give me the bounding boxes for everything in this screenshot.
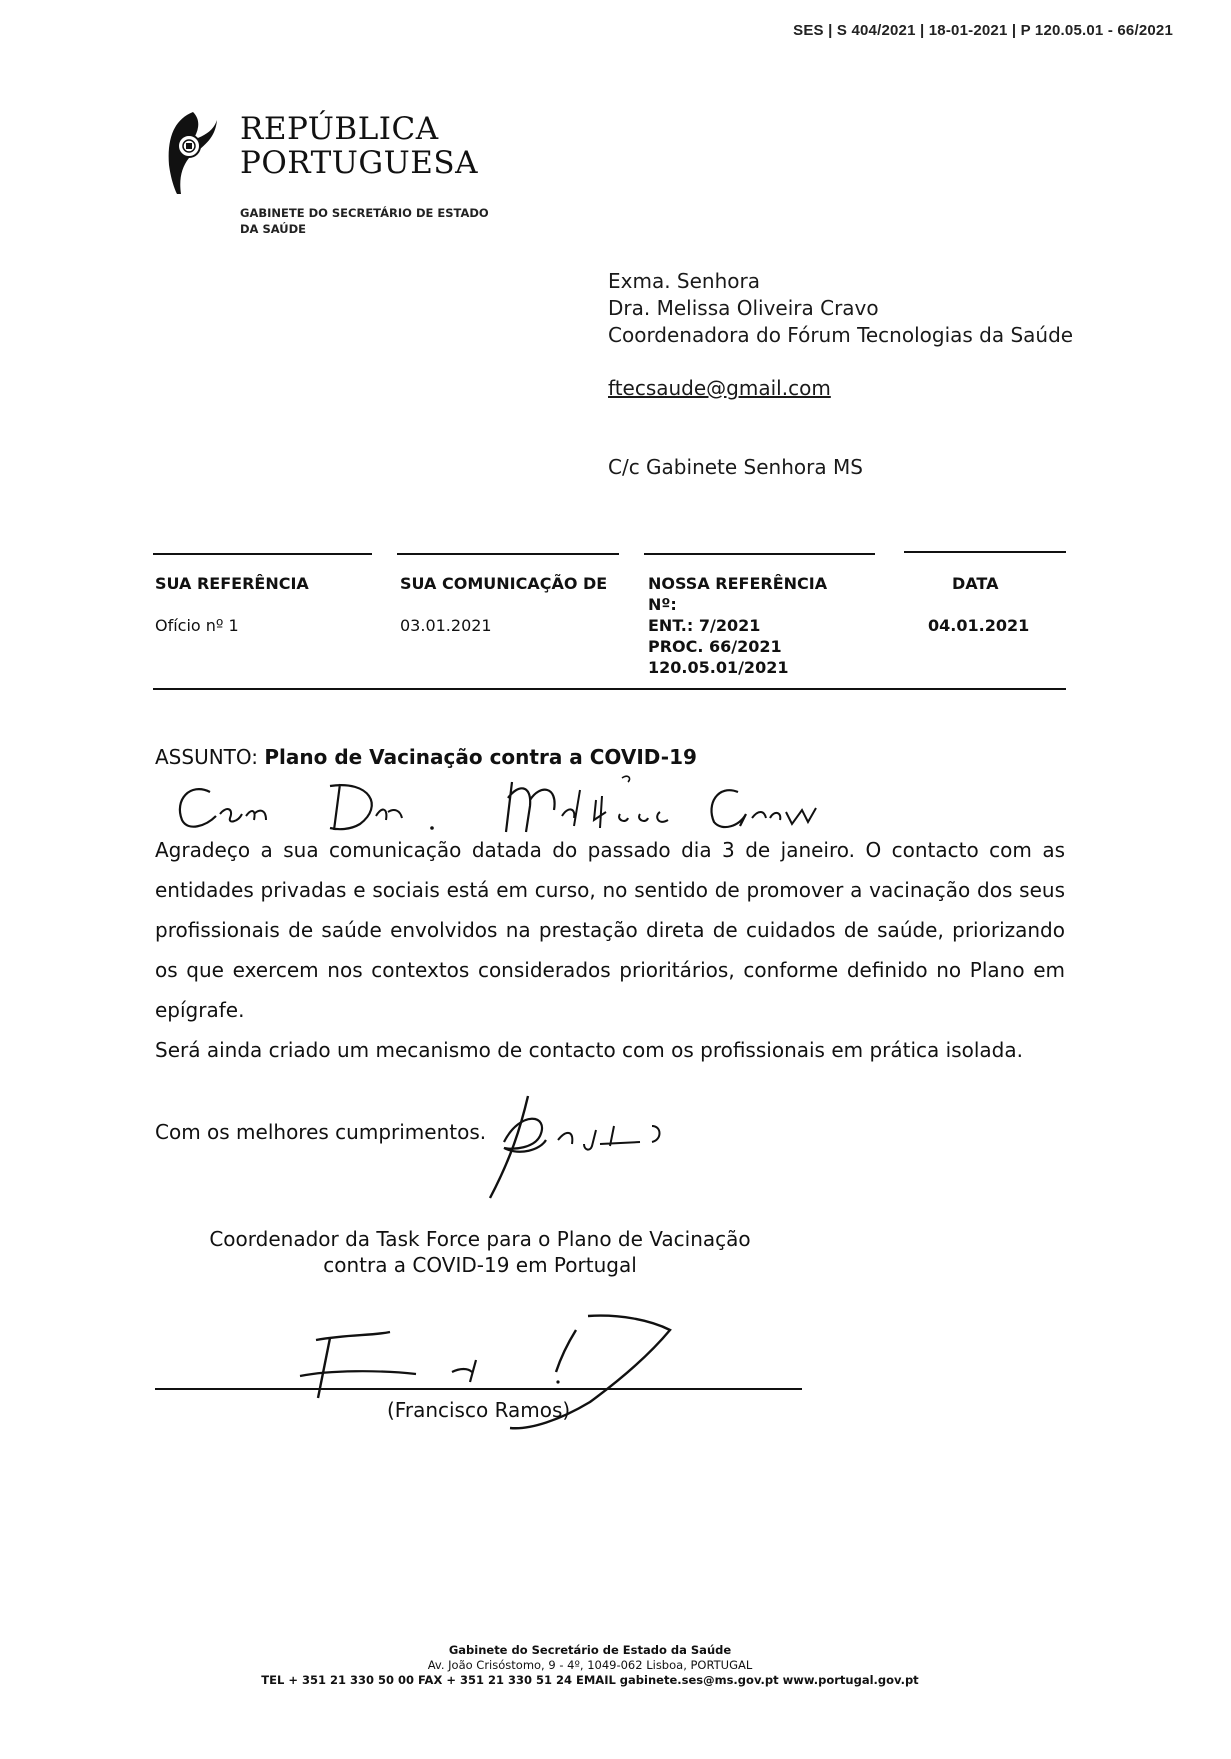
addressee-block	[608, 268, 1073, 349]
addressee-line-1: Exma. Senhora	[608, 269, 760, 293]
nossa-referencia-label: NOSSA REFERÊNCIA	[648, 574, 828, 593]
sua-referencia-value: Ofício nº 1	[155, 616, 239, 635]
letter-footer	[200, 1643, 980, 1688]
initials-signature-icon	[480, 1090, 670, 1200]
body-paragraph-1: Agradeço a sua comunicação datada do passado dia 3 de janeiro. O contacto com as entidades privadas e sociais está em curso, no sentido de promover a vacinação dos seus profissionais de saúde envolvidos na prestação direta de cuidados de saúde, priorizando os que exercem nos contextos considerados prioritários, conforme definido no Plano em epígrafe.	[155, 838, 1065, 1022]
ref-top-rule-3	[644, 553, 875, 555]
ref-top-rule-1	[153, 553, 372, 555]
sua-comunicacao-label: SUA COMUNICAÇÃO DE	[400, 574, 608, 593]
document-reference-header: SES | S 404/2021 | 18-01-2021 | P 120.05.01 - 66/2021	[793, 22, 1173, 39]
logo-line-2: PORTUGUESA	[240, 145, 479, 181]
data-label: DATA	[952, 574, 999, 593]
footer-line-1: Gabinete do Secretário de Estado da Saúde	[448, 1643, 732, 1657]
signatory-role-line-2: contra a COVID-19 em Portugal	[323, 1253, 637, 1277]
ref-col-sua-comunicacao	[400, 573, 607, 636]
cabinet-line-1: GABINETE DO SECRETÁRIO DE ESTADO	[240, 206, 489, 220]
footer-line-3: TEL + 351 21 330 50 00 FAX + 351 21 330 51 24 EMAIL gabinete.ses@ms.gov.pt www.portugal.gov.pt	[261, 1673, 919, 1687]
ref-bottom-rule	[153, 688, 1066, 690]
body-paragraph-2: Será ainda criado um mecanismo de contacto com os profissionais em prática isolada.	[155, 1038, 1023, 1062]
addressee-line-3: Coordenadora do Fórum Tecnologias da Saúde	[608, 323, 1074, 347]
nossa-referencia-line-2: PROC. 66/2021	[648, 637, 782, 656]
addressee-email-link[interactable]: ftecsaude@gmail.com	[608, 376, 831, 400]
closing-line: Com os melhores cumprimentos.	[155, 1120, 487, 1144]
ref-top-rule-2	[397, 553, 619, 555]
signatory-name: (Francisco Ramos)	[387, 1398, 571, 1422]
sua-comunicacao-value: 03.01.2021	[400, 616, 492, 635]
nossa-referencia-line-3: 120.05.01/2021	[648, 658, 789, 677]
logo-line-1: REPÚBLICA	[240, 111, 439, 147]
nossa-referencia-label-2: Nº:	[648, 595, 677, 614]
subject-text: Plano de Vacinação contra a COVID-19	[264, 745, 697, 769]
addressee-line-2: Dra. Melissa Oliveira Cravo	[608, 296, 879, 320]
ref-col-nossa-referencia	[648, 573, 827, 678]
ref-top-rule-4	[904, 551, 1066, 553]
data-value: 04.01.2021	[928, 616, 1030, 635]
cabinet-line-2: DA SAÚDE	[240, 222, 307, 236]
carbon-copy-line: C/c Gabinete Senhora MS	[608, 455, 863, 479]
nossa-referencia-line-1: ENT.: 7/2021	[648, 616, 761, 635]
subject-line	[155, 745, 697, 769]
sua-referencia-label: SUA REFERÊNCIA	[155, 574, 309, 593]
signatory-role-line-1: Coordenador da Task Force para o Plano de Vacinação	[209, 1227, 751, 1251]
ref-col-data	[928, 573, 1029, 636]
signature-line	[155, 1388, 802, 1390]
signatory-role	[200, 1226, 760, 1278]
republic-emblem-icon	[163, 110, 219, 196]
subject-label: ASSUNTO:	[155, 745, 259, 769]
ref-col-sua-referencia	[155, 573, 309, 636]
footer-line-2: Av. João Crisóstomo, 9 - 4º, 1049-062 Lisboa, PORTUGAL	[427, 1658, 753, 1672]
letter-body	[155, 830, 1065, 1070]
logo-title	[240, 112, 478, 180]
cabinet-name	[240, 205, 489, 237]
